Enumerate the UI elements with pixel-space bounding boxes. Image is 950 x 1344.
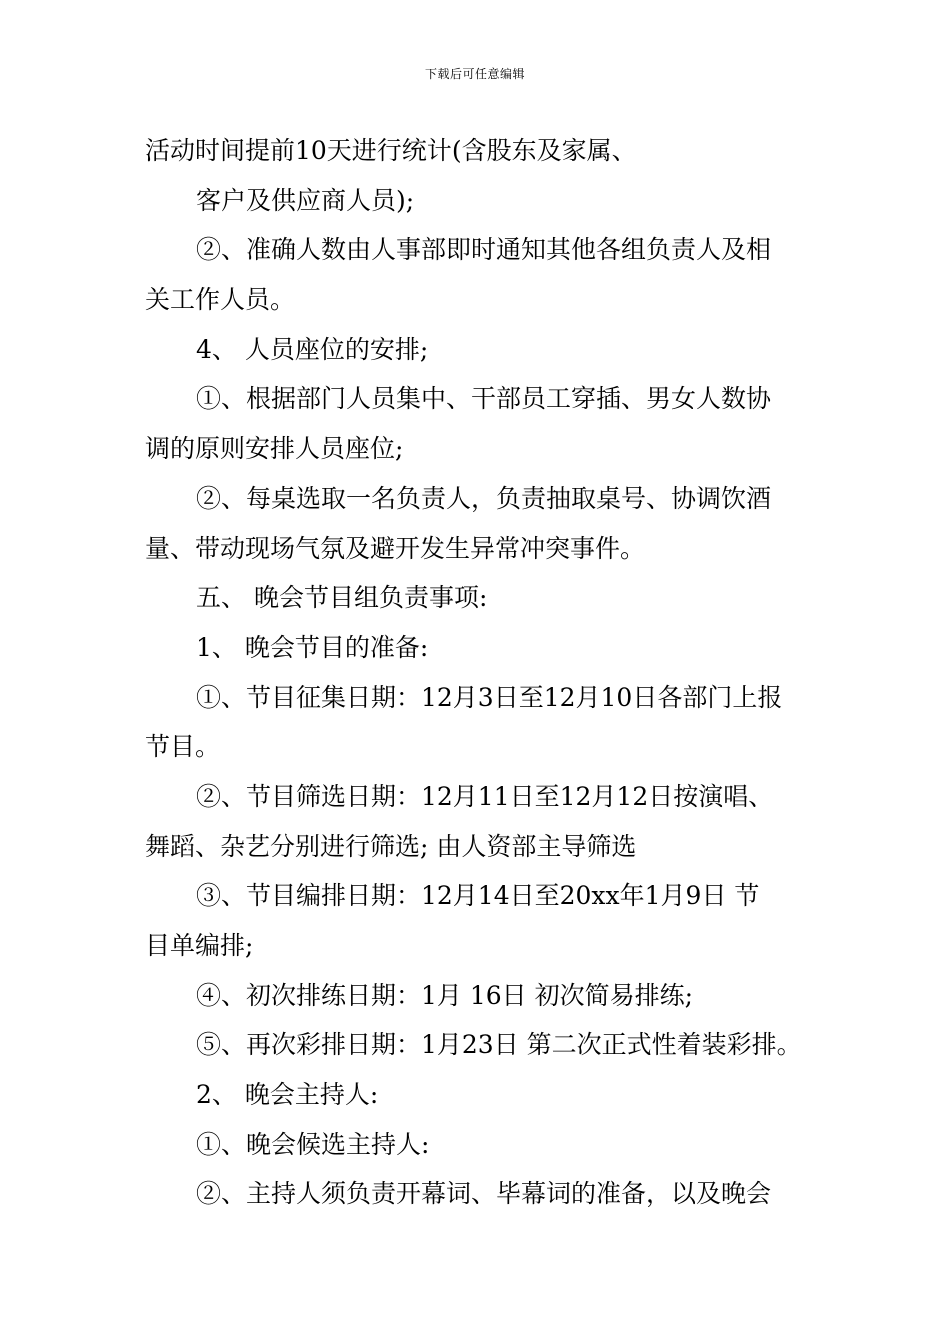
text-line: 活动时间提前10天进行统计(含股东及家属、 [145,136,637,165]
subsection-heading: 1、 晚会节目的准备: [196,632,429,662]
text-line: 舞蹈、杂艺分别进行筛选; 由人资部主导筛选 [145,831,637,861]
subsection-heading: 2、 晚会主持人: [196,1080,379,1110]
text-line: ③、节目编排日期：12月14日至20xx年1月9日 节 [196,881,760,911]
text-line: 关工作人员。 [145,285,296,315]
text-line: ①、节目征集日期：12月3日至12月10日各部门上报 [196,682,783,712]
text-line: 量、带动现场气氛及避开发生异常冲突事件。 [145,533,646,563]
text-line: 节目。 [145,732,221,762]
page-header-note: 下载后可任意编辑 [424,67,525,81]
text-line: ②、准确人数由人事部即时通知其他各组负责人及相 [196,235,772,265]
text-line: ①、根据部门人员集中、干部员工穿插、男女人数协 [196,384,772,414]
document-body [145,126,815,1219]
text-line: ①、晚会候选主持人: [196,1129,430,1159]
text-line: ②、每桌选取一名负责人，负责抽取桌号、协调饮酒 [196,483,772,513]
text-line: 客户及供应商人员); [196,185,415,215]
section-heading: 五、 晚会节目组负责事项: [196,583,488,613]
text-line: ②、主持人须负责开幕词、毕幕词的准备，以及晚会 [196,1179,772,1209]
text-line: ④、初次排练日期：1月 16日 初次简易排练; [196,980,694,1010]
text-line: 目单编排; [145,931,254,960]
text-line: ②、节目筛选日期：12月11日至12月12日按演唱、 [196,781,774,811]
text-line: 调的原则安排人员座位; [145,434,404,464]
text-line: ⑤、再次彩排日期：1月23日 第二次正式性着装彩排。 [196,1030,802,1060]
text-line: 4、 人员座位的安排; [196,334,429,364]
